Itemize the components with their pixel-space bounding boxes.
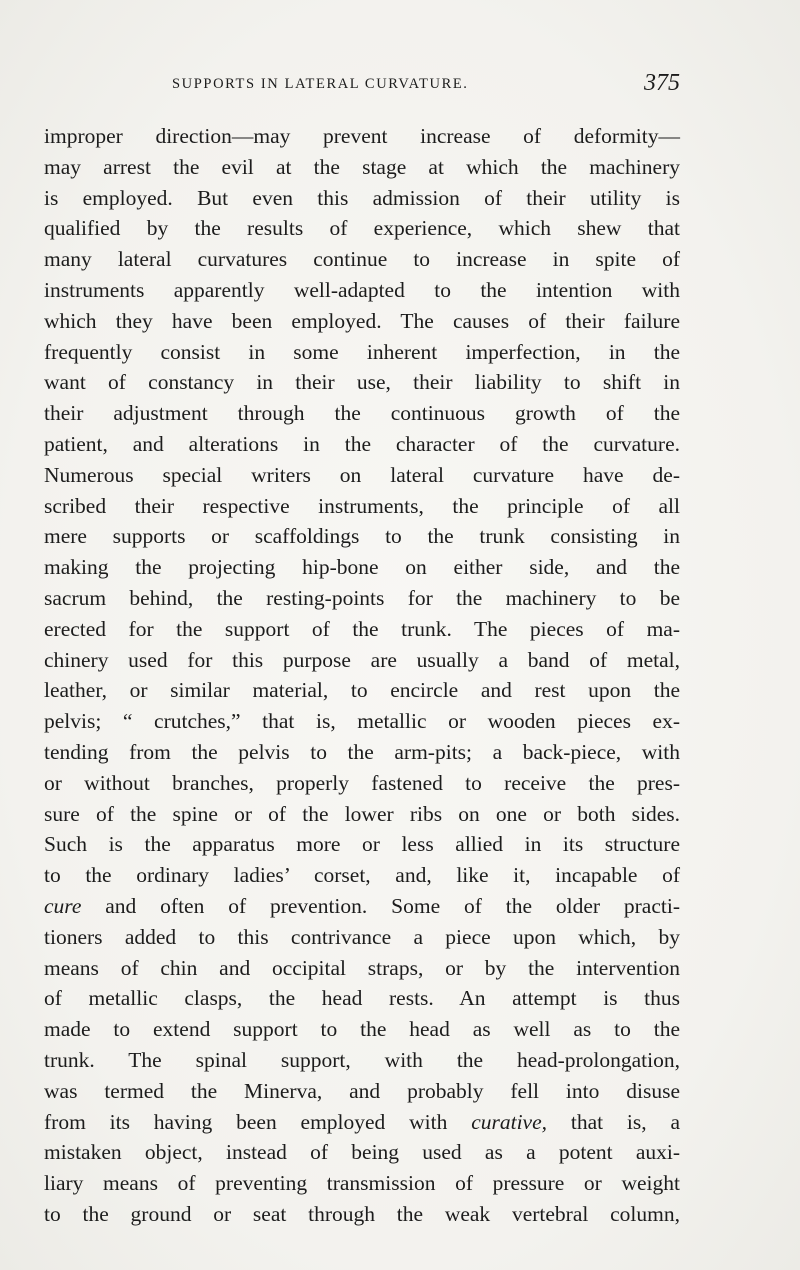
page-header [44,72,680,102]
body-text [44,121,680,1230]
text-line: may arrest the evil at the stage at which the machinery [44,154,680,179]
text-line [44,891,680,922]
text-line: means of chin and occipital straps, or by the intervention [44,955,680,980]
text-line: tending from the pelvis to the arm-pits; a back-piece, with [44,739,680,764]
text-line-start: from its having been employed with [44,1109,448,1134]
text-line: sure of the spine or of the lower ribs on one or both sides. [44,801,680,826]
text-line: liary means of preventing transmission of pressure or weight [44,1171,680,1196]
text-line: many lateral curvatures continue to increase in spite of [44,247,680,272]
text-line: was termed the Minerva, and probably fell into disuse [44,1078,680,1103]
text-line: erected for the support of the trunk. The pieces of ma- [44,616,680,641]
text-line: patient, and alterations in the character of the curvature. [44,431,680,456]
text-line: or without branches, properly fastened to receive the pres- [44,770,680,795]
text-line: to the ground or seat through the weak vertebral column, [44,1201,680,1226]
text-line: to the ordinary ladies’ corset, and, like it, incapable of [44,863,680,888]
text-line: mistaken object, instead of being used as a potent auxi- [44,1140,680,1165]
text-line: scribed their respective instruments, the principle of all [44,493,680,518]
text-line: made to extend support to the head as well as to the [44,1017,680,1042]
text-line: pelvis; “ crutches,” that is, metallic or wooden pieces ex- [44,709,680,734]
text-line: is employed. But even this admission of their utility is [44,185,680,210]
text-line: trunk. The spinal support, with the head-prolongation, [44,1047,680,1072]
italic-word: cure [44,893,82,918]
text-line: of metallic clasps, the head rests. An attempt is thus [44,986,680,1011]
page-number: 375 [644,70,680,96]
text-line: their adjustment through the continuous growth of the [44,401,680,426]
text-line: instruments apparently well-adapted to the intention with [44,277,680,302]
text-line: which they have been employed. The causes of their failure [44,308,680,333]
text-line: Such is the apparatus more or less allied in its structure [44,832,680,857]
text-line: Numerous special writers on lateral curvature have de- [44,462,680,487]
text-line: tioners added to this contrivance a piece upon which, by [44,924,680,949]
text-line-rest: and often of prevention. Some of the older practi- [105,893,680,918]
text-line: improper direction—may prevent increase of deformity— [44,124,680,148]
text-line: qualified by the results of experience, which shew that [44,216,680,241]
text-line: frequently consist in some inherent imperfection, in the [44,339,680,364]
text-line: making the projecting hip-bone on either side, and the [44,555,680,580]
text-line: leather, or similar material, to encircle and rest upon the [44,678,680,703]
text-line [44,1107,680,1138]
italic-word: curative, [471,1109,548,1134]
text-line: sacrum behind, the resting-points for the machinery to be [44,585,680,610]
running-head: SUPPORTS IN LATERAL CURVATURE. [172,76,469,92]
text-line: want of constancy in their use, their liability to shift in [44,370,680,395]
text-line: chinery used for this purpose are usually a band of metal, [44,647,680,672]
text-line-end: that is, a [570,1109,680,1134]
text-line: mere supports or scaffoldings to the trunk consisting in [44,524,680,549]
